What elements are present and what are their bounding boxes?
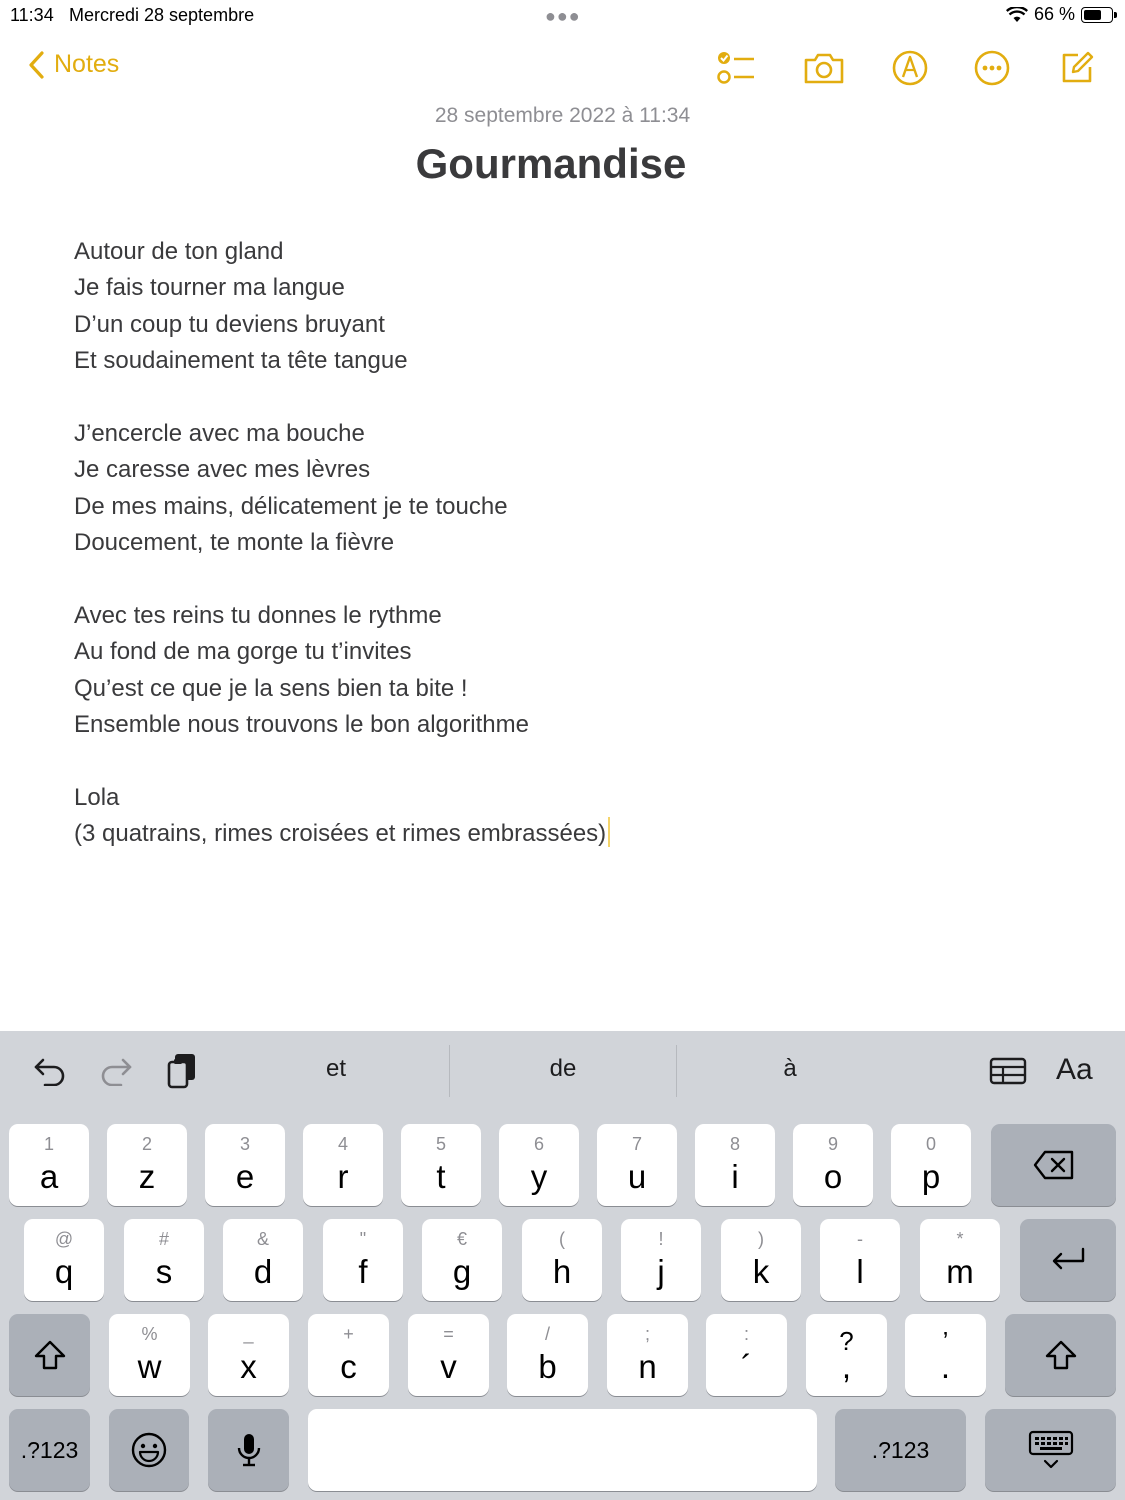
key-secondary: & bbox=[256, 1229, 269, 1249]
key-primary: s bbox=[155, 1253, 173, 1290]
checklist-button[interactable] bbox=[714, 48, 758, 88]
numbers-key-left[interactable] bbox=[9, 1409, 90, 1491]
key-x[interactable] bbox=[208, 1314, 289, 1396]
key-q[interactable] bbox=[24, 1219, 104, 1301]
emoji-key[interactable] bbox=[109, 1409, 189, 1491]
key-primary: r bbox=[337, 1158, 349, 1195]
poem-note-text: (3 quatrains, rimes croisées et rimes embrassées) bbox=[74, 820, 607, 848]
key-n[interactable] bbox=[607, 1314, 688, 1396]
key-secondary: _ bbox=[243, 1324, 254, 1344]
key-secondary: 7 bbox=[631, 1134, 642, 1154]
key-primary: q bbox=[54, 1253, 74, 1290]
key-label: .?123 bbox=[871, 1436, 930, 1463]
key-primary: ´ bbox=[741, 1348, 752, 1385]
status-date: Mercredi 28 septembre bbox=[69, 5, 255, 25]
key-m[interactable] bbox=[920, 1219, 1000, 1301]
poem-line: D’un coup tu deviens bruyant bbox=[74, 310, 385, 338]
keyboard bbox=[0, 1031, 1125, 1500]
markup-button[interactable] bbox=[888, 48, 932, 88]
key-secondary: ) bbox=[758, 1229, 764, 1249]
keyboard-toolbar bbox=[0, 1031, 1125, 1113]
poem-line: Autour de ton gland bbox=[74, 238, 284, 265]
key-p[interactable] bbox=[891, 1124, 971, 1206]
key-comma[interactable] bbox=[806, 1314, 887, 1396]
key-secondary: € bbox=[456, 1229, 467, 1249]
back-button[interactable] bbox=[28, 50, 119, 79]
note-date: 28 septembre 2022 à 11:34 bbox=[434, 104, 691, 127]
key-primary: c bbox=[340, 1348, 357, 1385]
key-z[interactable] bbox=[107, 1124, 187, 1206]
key-secondary: 0 bbox=[925, 1134, 936, 1154]
poem-line: Avec tes reins tu donnes le rythme bbox=[74, 602, 442, 630]
numbers-key-right[interactable] bbox=[835, 1409, 966, 1491]
key-secondary: " bbox=[359, 1229, 367, 1249]
poem-line: Qu’est ce que je la sens bien ta bite ! bbox=[74, 674, 468, 702]
battery-icon bbox=[1081, 7, 1113, 23]
clipboard-icon bbox=[166, 1052, 198, 1090]
key-secondary: ( bbox=[559, 1229, 565, 1249]
key-period[interactable] bbox=[905, 1314, 986, 1396]
key-primary: k bbox=[752, 1253, 770, 1290]
key-e[interactable] bbox=[205, 1124, 285, 1206]
key-secondary: - bbox=[857, 1229, 863, 1249]
shift-key-right[interactable] bbox=[1005, 1314, 1116, 1396]
key-secondary: : bbox=[743, 1324, 749, 1344]
key-primary: b bbox=[538, 1348, 557, 1385]
key-c[interactable] bbox=[308, 1314, 389, 1396]
key-secondary: 4 bbox=[337, 1134, 348, 1154]
shift-icon bbox=[1044, 1339, 1078, 1371]
emoji-icon bbox=[130, 1431, 168, 1469]
shift-icon bbox=[33, 1339, 67, 1371]
key-primary: , bbox=[841, 1348, 852, 1385]
key-primary: n bbox=[638, 1348, 657, 1385]
poem-line: Doucement, te monte la fièvre bbox=[74, 529, 395, 557]
key-secondary: ! bbox=[658, 1229, 664, 1249]
key-primary: m bbox=[946, 1253, 974, 1290]
poem-line: Ensemble nous trouvons le bon algorithme bbox=[74, 711, 529, 739]
key-l[interactable] bbox=[820, 1219, 900, 1301]
key-secondary: ’ bbox=[942, 1326, 949, 1356]
key-k[interactable] bbox=[721, 1219, 801, 1301]
nav-bar bbox=[0, 40, 1125, 94]
key-g[interactable] bbox=[422, 1219, 502, 1301]
return-icon bbox=[1050, 1246, 1086, 1274]
battery-percent: 66 % bbox=[1033, 4, 1075, 24]
key-secondary: % bbox=[141, 1324, 158, 1344]
camera-button[interactable] bbox=[802, 48, 846, 88]
key-secondary: ? bbox=[839, 1326, 854, 1356]
key-s[interactable] bbox=[124, 1219, 204, 1301]
signature-line: Lola bbox=[74, 784, 120, 812]
space-key[interactable] bbox=[308, 1409, 817, 1491]
status-time: 11:34 bbox=[10, 5, 54, 25]
key-primary: v bbox=[440, 1348, 457, 1385]
key-o[interactable] bbox=[793, 1124, 873, 1206]
wifi-icon bbox=[1006, 7, 1028, 23]
poem-line: Je fais tourner ma langue bbox=[74, 274, 345, 302]
key-i[interactable] bbox=[695, 1124, 775, 1206]
delete-backward-icon bbox=[1033, 1150, 1075, 1180]
key-secondary: @ bbox=[54, 1229, 74, 1249]
poem-line: De mes mains, délicatement je te touche bbox=[74, 492, 508, 520]
key-v[interactable] bbox=[408, 1314, 489, 1396]
key-primary: z bbox=[138, 1158, 156, 1195]
undo-button[interactable] bbox=[30, 1051, 70, 1091]
key-secondary: 6 bbox=[533, 1134, 544, 1154]
key-primary: e bbox=[235, 1158, 255, 1195]
key-primary: t bbox=[436, 1158, 446, 1195]
poem-line: Et soudainement ta tête tangue bbox=[74, 347, 408, 375]
key-j[interactable] bbox=[621, 1219, 701, 1301]
key-secondary: / bbox=[544, 1324, 550, 1344]
key-secondary: 5 bbox=[435, 1134, 446, 1154]
suggestion-2[interactable]: de bbox=[549, 1055, 577, 1082]
shift-key-left[interactable] bbox=[9, 1314, 90, 1396]
key-y[interactable] bbox=[499, 1124, 579, 1206]
key-primary: i bbox=[731, 1158, 739, 1195]
key-primary: h bbox=[552, 1253, 572, 1290]
poem-note-line bbox=[74, 816, 1054, 852]
key-secondary: + bbox=[343, 1324, 354, 1344]
key-primary: f bbox=[358, 1253, 368, 1290]
note-body[interactable] bbox=[74, 234, 1054, 853]
key-b[interactable] bbox=[507, 1314, 588, 1396]
table-icon bbox=[989, 1057, 1027, 1085]
table-button[interactable] bbox=[988, 1051, 1028, 1091]
key-h[interactable] bbox=[522, 1219, 602, 1301]
key-a[interactable] bbox=[9, 1124, 89, 1206]
key-primary: x bbox=[240, 1348, 257, 1385]
status-right bbox=[1006, 4, 1113, 25]
key-d[interactable] bbox=[223, 1219, 303, 1301]
poem-line: J’encercle avec ma bouche bbox=[74, 420, 365, 448]
text-caret bbox=[608, 817, 610, 847]
compose-button[interactable] bbox=[1055, 48, 1099, 88]
suggestion-3[interactable]: à bbox=[783, 1055, 797, 1082]
battery-fill bbox=[1084, 10, 1101, 20]
key-primary: w bbox=[137, 1348, 162, 1385]
checklist-icon bbox=[716, 50, 756, 86]
multitasking-dots-icon[interactable]: ●●● bbox=[545, 6, 581, 26]
key-secondary: 8 bbox=[729, 1134, 740, 1154]
undo-icon bbox=[33, 1056, 67, 1086]
key-secondary: 2 bbox=[141, 1134, 152, 1154]
note-title[interactable]: Gourmandise bbox=[415, 140, 687, 187]
paste-button[interactable] bbox=[162, 1051, 202, 1091]
key-primary: . bbox=[940, 1348, 951, 1385]
delete-key[interactable] bbox=[991, 1124, 1116, 1206]
dictation-key[interactable] bbox=[208, 1409, 289, 1491]
key-primary: u bbox=[627, 1158, 647, 1195]
key-primary: p bbox=[921, 1158, 941, 1195]
poem-line: Au fond de ma gorge tu t’invites bbox=[74, 638, 412, 666]
key-w[interactable] bbox=[109, 1314, 190, 1396]
format-button[interactable]: Aa bbox=[1056, 1053, 1093, 1086]
key-r[interactable] bbox=[303, 1124, 383, 1206]
return-key[interactable] bbox=[1020, 1219, 1116, 1301]
chevron-left-icon bbox=[28, 51, 44, 79]
key-primary: g bbox=[452, 1253, 472, 1290]
microphone-icon bbox=[236, 1431, 262, 1469]
compose-icon bbox=[1058, 49, 1096, 87]
key-acute[interactable] bbox=[706, 1314, 787, 1396]
key-secondary: 3 bbox=[239, 1134, 250, 1154]
suggestion-1[interactable]: et bbox=[325, 1055, 346, 1082]
key-secondary: = bbox=[443, 1324, 454, 1344]
key-primary: o bbox=[823, 1158, 843, 1195]
key-f[interactable] bbox=[323, 1219, 403, 1301]
redo-button[interactable] bbox=[96, 1051, 136, 1091]
more-icon bbox=[973, 49, 1011, 87]
key-label: .?123 bbox=[20, 1436, 79, 1463]
key-secondary: ; bbox=[644, 1324, 650, 1344]
keyboard-dismiss-icon bbox=[1028, 1430, 1074, 1470]
key-secondary: * bbox=[956, 1229, 964, 1249]
back-label: Notes bbox=[54, 50, 120, 78]
key-secondary: 1 bbox=[43, 1134, 54, 1154]
status-bar bbox=[0, 0, 1125, 30]
more-button[interactable] bbox=[970, 48, 1014, 88]
hide-keyboard-key[interactable] bbox=[985, 1409, 1116, 1491]
key-primary: y bbox=[530, 1158, 548, 1195]
camera-icon bbox=[803, 51, 845, 85]
key-secondary: 9 bbox=[827, 1134, 838, 1154]
key-primary: d bbox=[253, 1253, 273, 1290]
key-primary: a bbox=[39, 1158, 59, 1195]
key-primary: j bbox=[657, 1253, 665, 1290]
key-secondary: # bbox=[158, 1229, 169, 1249]
markup-pen-icon bbox=[891, 49, 929, 87]
key-primary: l bbox=[856, 1253, 864, 1290]
key-u[interactable] bbox=[597, 1124, 677, 1206]
poem-line: Je caresse avec mes lèvres bbox=[74, 456, 371, 484]
key-t[interactable] bbox=[401, 1124, 481, 1206]
redo-icon bbox=[99, 1056, 133, 1086]
